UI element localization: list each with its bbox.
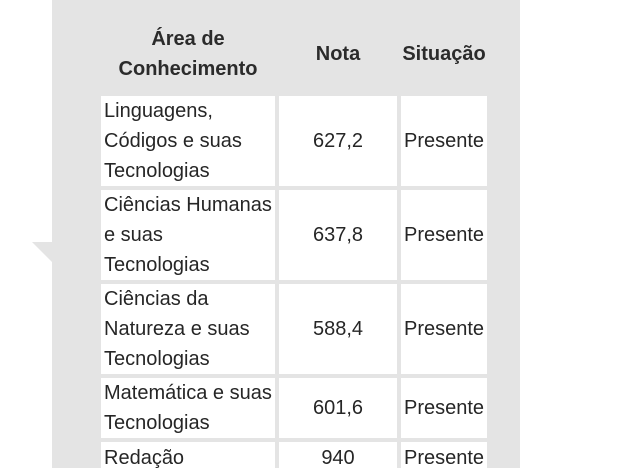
speech-bubble-tail <box>32 242 54 264</box>
scores-table <box>97 12 491 468</box>
header-area: Área de Conhecimento <box>118 28 258 80</box>
cell-area: Matemática e suas Tecnologias <box>101 378 275 438</box>
cell-area: Ciências da Natureza e suas Tecnologias <box>101 284 275 374</box>
table-row <box>101 378 487 438</box>
cell-situacao: Presente <box>401 284 487 374</box>
cell-area: Redação <box>101 442 275 468</box>
cell-nota: 627,2 <box>279 96 397 186</box>
table-row <box>101 190 487 280</box>
score-card <box>52 0 520 468</box>
cell-nota: 588,4 <box>279 284 397 374</box>
cell-situacao: Presente <box>401 96 487 186</box>
cell-situacao: Presente <box>401 190 487 280</box>
table-header-row <box>101 16 487 92</box>
header-situacao: Situação <box>402 43 486 65</box>
cell-situacao: Presente <box>401 378 487 438</box>
cell-situacao: Presente <box>401 442 487 468</box>
cell-nota: 637,8 <box>279 190 397 280</box>
table-row <box>101 96 487 186</box>
cell-area: Ciências Humanas e suas Tecnologias <box>101 190 275 280</box>
cell-area: Linguagens, Códigos e suas Tecnologias <box>101 96 275 186</box>
table-row <box>101 442 487 468</box>
cell-nota: 940 <box>279 442 397 468</box>
cell-nota: 601,6 <box>279 378 397 438</box>
header-nota: Nota <box>315 43 361 65</box>
table-row <box>101 284 487 374</box>
